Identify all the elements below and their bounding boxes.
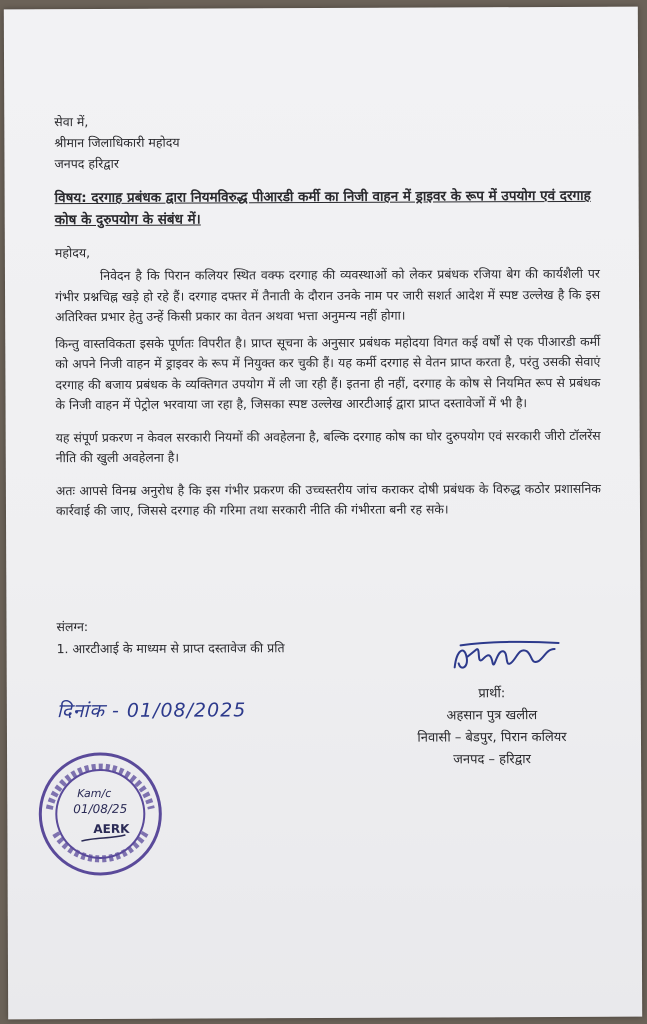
stamp-handwriting-1: Kam/c [77,786,112,801]
signature-icon [447,637,567,678]
enclosure-section [56,615,284,660]
address-line-3: जनपद हरिद्वार [54,155,119,172]
stamp-handwriting-2: 01/08/25 [73,801,128,817]
stamp-handwriting-3: AERK [93,821,130,837]
sender-block [377,683,607,772]
sender-district: जनपद – हरिद्वार [453,752,531,768]
letter-body [55,264,601,534]
subject-line: विषय: दरगाह प्रबंधक द्वारा नियमविरुद्ध पीआरडी कर्मी का निजी वाहन में ड्राइवर के रूप में उपयोग एवं दरगाह कोष के दुरुपयोग के संबंध में। [54,187,591,229]
letter-page [4,7,642,1020]
paragraph-4: अतः आपसे विनम्र अनुरोध है कि इस गंभीर प्रकरण की उच्चस्तरीय जांच कराकर दोषी प्रबंधक के विरुद्ध कठोर प्रशासनिक कार्रवाई की जाए, जिससे दरगाह की गरिमा तथा सरकारी नीति की गंभीरता बनी रह सके। [55,480,601,519]
address-line-1: सेवा में, [54,114,89,130]
office-stamp-icon [35,749,166,880]
sender-name: अहसान पुत्र खलील [446,708,538,724]
address-line-2: श्रीमान जिलाधिकारी महोदय [54,134,180,151]
enclosure-label: संलग्न: [56,619,89,635]
paragraph-3: यह संपूर्ण प्रकरण न केवल सरकारी नियमों की अवहेलना है, बल्कि दरगाह कोष का घोर दुरुपयोग एवं सरकारी जीरो टॉलरेंस नीति की खुली अवहेलना है। [55,427,601,466]
recipient-address [54,111,180,175]
sender-residence: निवासी – बेडपुर, पिरान कलियर [417,729,567,746]
sender-role: प्रार्थी: [478,686,506,702]
paragraph-2: किन्तु वास्तविकता इसके पूर्णतः विपरीत है। प्राप्त सूचना के अनुसार प्रबंधक महोदया विगत कई वर्षों से एक पीआरडी कर्मी को अपने निजी वाहन में ड्राइवर के रूप में नियुक्त कर चुकी हैं। यह कर्मी दरगाह से वेतन प्राप्त करता है, परंतु उसकी सेवाएं दरगाह की बजाय प्रबंधक के व्यक्तिगत उपयोग में ली जा रही हैं। इतना ही नहीं, दरगाह के कोष से नियमित रूप से प्रबंधक के निजी वाहन में पेट्रोल भरवाया जा रहा है, जिसका स्पष्ट उल्लेख आरटीआई द्वारा प्राप्त दस्तावेजों में भी है। [55,333,601,413]
enclosure-item: 1. आरटीआई के माध्यम से प्राप्त दस्तावेज की प्रति [56,640,285,657]
paragraph-1: निवेदन है कि पिरान कलियर स्थित वक्फ दरगाह की व्यवस्थाओं को लेकर प्रबंधक रजिया बेग की कार्यशैली पर गंभीर प्रश्नचिह्न खड़े हो रहे हैं। दरगाह दफ्तर में तैनाती के दौरान उनके नाम पर जारी सशर्त आदेश में स्पष्ट उल्लेख है कि इस अतिरिक्त प्रभार हेतु उन्हें किसी प्रकार का वेतन अथवा भत्ता अनुमन्य नहीं होगा। [55,265,601,325]
handwritten-date: दिनांक - 01/08/2025 [56,699,247,723]
salutation: महोदय, [54,245,91,261]
